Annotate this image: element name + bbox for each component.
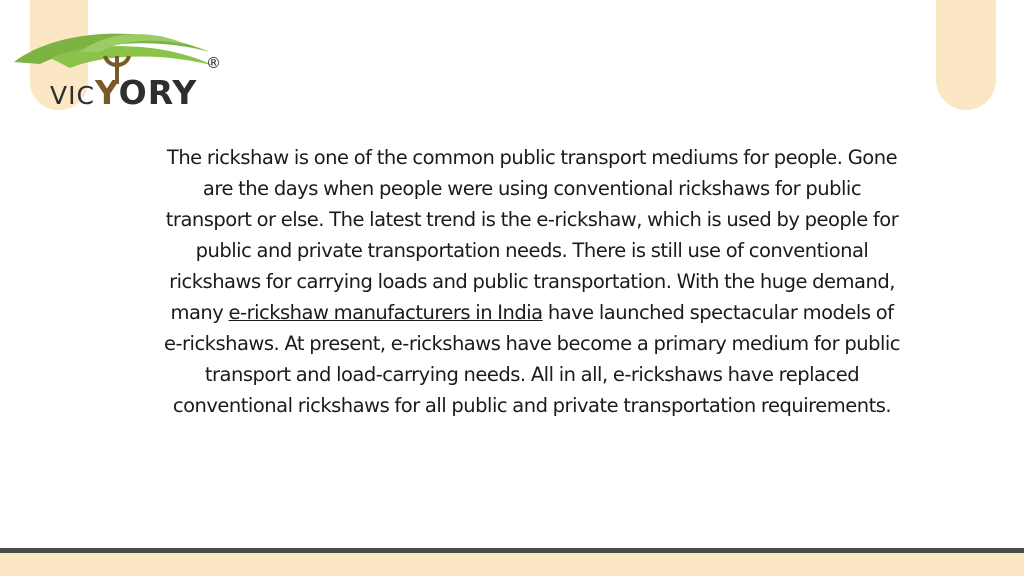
paragraph-text-end: have launched spectacular models of e-rickshaws. At present, e-rickshaws have become a primary medium for public transport and load-carrying needs. All in all, e-rickshaws have replaced conventional rickshaws for all public and private transportation requirements. [163,301,901,417]
paragraph-text-start: The rickshaw is one of the common public transport mediums for people. Gone are the days when people were using conventional rickshaws for public transport or else. The latest trend is the e-rickshaw, which is used by people for public and private transportation needs. There is still use of conventional rickshaws for carrying loads and public transportation. With the huge demand, many [165,146,899,324]
decorative-tab-right [936,0,996,110]
manufacturers-link[interactable]: e-rickshaw manufacturers in India [228,301,543,324]
logo-wordmark [50,68,197,118]
bottom-band [0,553,1024,576]
logo-word-suffix: ORY [118,73,198,112]
logo-y-letter: Y [94,73,119,112]
victory-logo [10,22,225,112]
registered-mark: ® [206,54,221,72]
body-paragraph [162,142,902,421]
logo-word-prefix: VIC [50,81,95,110]
